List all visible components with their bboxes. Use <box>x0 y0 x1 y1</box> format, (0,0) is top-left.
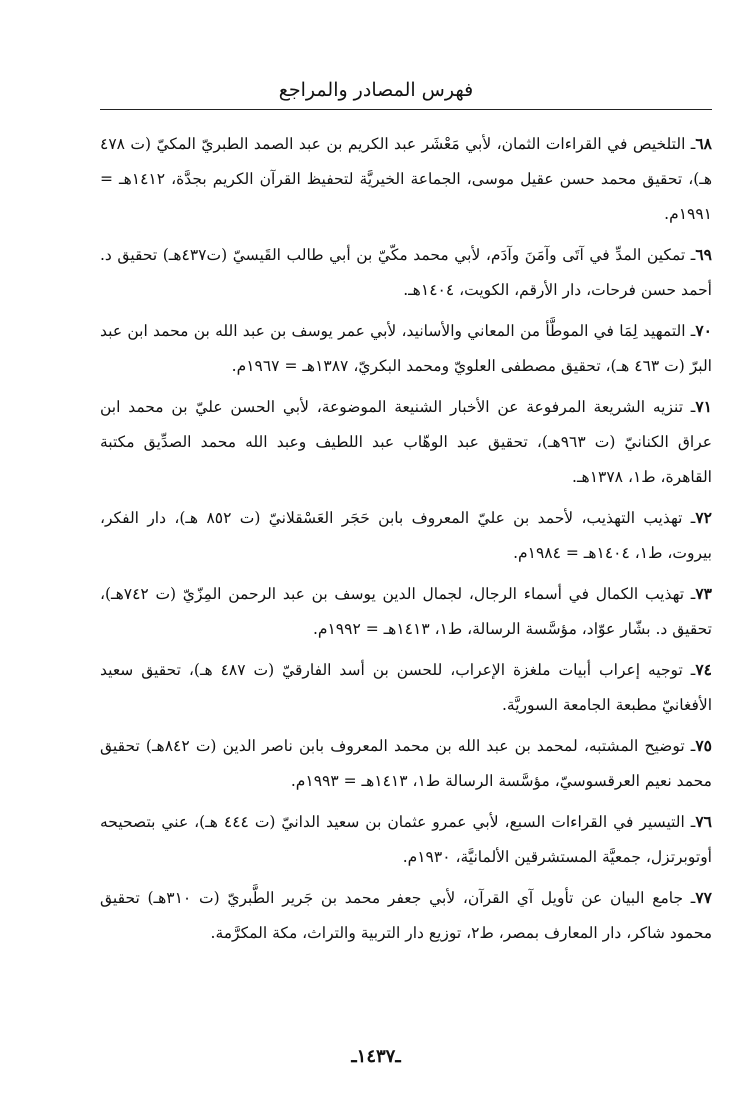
bibliography-entry <box>100 804 712 875</box>
entry-number: ٧١ <box>695 397 712 416</box>
bibliography-entry <box>100 126 712 232</box>
bibliography-entry <box>100 652 712 723</box>
entry-text: ـ توجيه إعراب أبيات ملغزة الإعراب، للحسن بن أسد الفارقيّ (ت ٤٨٧ هـ)، تحقيق سعيد الأفغانيّ مطبعة الجامعة السوريَّة. <box>100 661 712 714</box>
bibliography-list <box>100 126 712 1026</box>
bibliography-entry <box>100 500 712 571</box>
entry-text: ـ التمهيد لِمَا في الموطَّأ من المعاني والأسانيد، لأبي عمر يوسف بن عبد الله بن محمد ابن عبد البرّ (ت ٤٦٣ هـ)، تحقيق مصطفى العلويّ ومحمد البكريّ، ١٣٨٧هـ = ١٩٦٧م. <box>100 322 712 375</box>
entry-number: ٧٦ <box>695 812 712 831</box>
entry-number: ٧٢ <box>695 508 712 527</box>
entry-number: ٧٣ <box>695 584 712 603</box>
entry-number: ٦٨ <box>695 134 712 153</box>
entry-text: ـ تمكين المدِّ في آتَى وآمَنَ وآدَم، لأبي محمد مكّيّ بن أبي طالب القَيسيّ (ت٤٣٧هـ) تحقيق د. أحمد حسن فرحات، دار الأرقم، الكويت، ١٤٠٤هـ. <box>100 246 712 299</box>
bibliography-entry <box>100 389 712 495</box>
bibliography-entry <box>100 576 712 647</box>
entry-number: ٧٠ <box>695 321 712 340</box>
entry-text: ـ جامع البيان عن تأويل آي القرآن، لأبي جعفر محمد بن جَرير الطَّبريّ (ت ٣١٠هـ) تحقيق محمود شاكر، دار المعارف بمصر، ط٢، توزيع دار التربية والتراث، مكة المكرَّمة. <box>100 889 712 942</box>
bibliography-entry <box>100 313 712 384</box>
entry-text: ـ التلخيص في القراءات الثمان، لأبي مَعْشَر عبد الكريم بن عبد الصمد الطبريّ المكيّ (ت ٤٧٨ هـ)، تحقيق محمد حسن عقيل موسى، الجماعة الخيريَّة لتحفيظ القرآن الكريم بجدَّة، ١٤١٢هـ = ١٩٩١م. <box>100 135 712 223</box>
entry-text: ـ تهذيب التهذيب، لأحمد بن عليّ المعروف بابن حَجَر العَسْقلانيّ (ت ٨٥٢ هـ)، دار الفكر، بيروت، ط١، ١٤٠٤هـ = ١٩٨٤م. <box>100 509 712 562</box>
entry-number: ٧٤ <box>695 660 712 679</box>
entry-number: ٧٥ <box>695 736 712 755</box>
entry-text: ـ تنزيه الشريعة المرفوعة عن الأخبار الشنيعة الموضوعة، لأبي الحسن عليّ بن محمد ابن عراق الكنانيّ (ت ٩٦٣هـ)، تحقيق عبد الوهّاب عبد اللطيف وعبد الله محمد الصدِّيق مكتبة القاهرة، ط١، ١٣٧٨هـ. <box>100 398 712 486</box>
entry-number: ٦٩ <box>695 245 712 264</box>
entry-number: ٧٧ <box>695 888 713 907</box>
running-header: فهرس المصادر والمراجع <box>278 79 474 101</box>
entry-text: ـ توضيح المشتبه، لمحمد بن عبد الله بن محمد المعروف بابن ناصر الدين (ت ٨٤٢هـ) تحقيق محمد نعيم العرقسوسيّ، مؤسَّسة الرسالة ط١، ١٤١٣هـ = ١٩٩٣م. <box>100 737 712 790</box>
bibliography-entry <box>100 237 712 308</box>
entry-text: ـ تهذيب الكمال في أسماء الرجال، لجمال الدين يوسف بن عبد الرحمن المِزّيّ (ت ٧٤٢هـ)، تحقيق د. بشّار عوّاد، مؤسَّسة الرسالة، ط١، ١٤١٣هـ = ١٩٩٢م. <box>100 585 712 638</box>
bibliography-entry <box>100 728 712 799</box>
bibliography-entry <box>100 880 712 951</box>
page-number: ـ١٤٣٧ـ <box>351 1046 401 1067</box>
header-rule <box>100 109 712 110</box>
entry-text: ـ التيسير في القراءات السبع، لأبي عمرو عثمان بن سعيد الدانيّ (ت ٤٤٤ هـ)، عني بتصحيحه أوتوبرتزل، جمعيَّة المستشرقين الألمانيَّة، ١٩٣٠م. <box>100 813 712 866</box>
